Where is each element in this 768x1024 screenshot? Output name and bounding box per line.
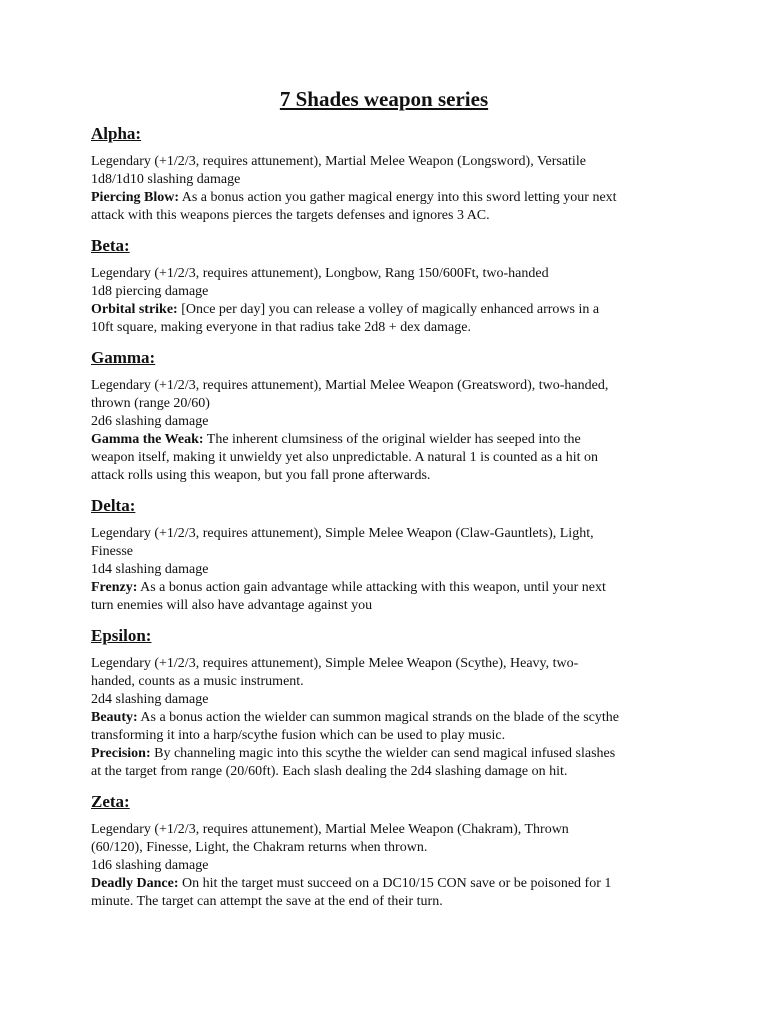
section-heading-gamma: Gamma: (91, 348, 156, 367)
weapon-ability (91, 189, 691, 207)
weapon-ability (91, 745, 691, 763)
ability-name: Precision: (91, 746, 151, 761)
ability-text: As a bonus action the wielder can summon magical strands on the blade of the scythe (137, 710, 619, 725)
ability-text-continued: weapon itself, making it unwieldy yet also unpredictable. A natural 1 is counted as a hit on (91, 450, 598, 465)
weapon-ability (91, 301, 691, 319)
weapon-properties: Legendary (+1/2/3, requires attunement), Martial Melee Weapon (Chakram), Thrown (91, 822, 569, 837)
ability-text-continued: at the target from range (20/60ft). Each slash dealing the 2d4 slashing damage on hit. (91, 764, 568, 779)
section-heading-epsilon: Epsilon: (91, 626, 152, 645)
section-delta (91, 495, 691, 615)
section-heading-beta: Beta: (91, 236, 130, 255)
weapon-damage: 1d8/1d10 slashing damage (91, 172, 241, 187)
weapon-ability (91, 579, 691, 597)
document-title: 7 Shades weapon series (279, 87, 489, 111)
ability-name: Orbital strike: (91, 302, 178, 317)
ability-text-continued: turn enemies will also have advantage against you (91, 598, 373, 613)
weapon-properties: Legendary (+1/2/3, requires attunement), Simple Melee Weapon (Claw-Gauntlets), Light, (91, 526, 594, 541)
ability-text-continued: 10ft square, making everyone in that radius take 2d8 + dex damage. (91, 320, 471, 335)
weapon-damage: 1d8 piercing damage (91, 284, 209, 299)
ability-text: The inherent clumsiness of the original wielder has seeped into the (203, 432, 581, 447)
weapon-properties: Legendary (+1/2/3, requires attunement), Martial Melee Weapon (Longsword), Versatile (91, 154, 586, 169)
weapon-ability (91, 875, 691, 893)
section-beta (91, 235, 691, 337)
weapon-properties: Legendary (+1/2/3, requires attunement), Simple Melee Weapon (Scythe), Heavy, two- (91, 656, 579, 671)
section-gamma (91, 347, 691, 485)
section-heading-delta: Delta: (91, 496, 136, 515)
weapon-ability (91, 431, 691, 449)
ability-text: As a bonus action gain advantage while attacking with this weapon, until your next (137, 580, 606, 595)
weapon-damage: 1d4 slashing damage (91, 562, 209, 577)
weapon-properties: Legendary (+1/2/3, requires attunement), Longbow, Rang 150/600Ft, two-handed (91, 266, 549, 281)
weapon-properties-continued: (60/120), Finesse, Light, the Chakram returns when thrown. (91, 840, 428, 855)
weapon-properties-continued: Finesse (91, 544, 133, 559)
section-alpha (91, 123, 691, 225)
section-epsilon (91, 625, 691, 781)
ability-text-continued: minute. The target can attempt the save at the end of their turn. (91, 894, 443, 909)
weapon-damage: 1d6 slashing damage (91, 858, 209, 873)
ability-name: Frenzy: (91, 580, 138, 595)
weapon-ability (91, 709, 691, 727)
ability-name: Gamma the Weak: (91, 432, 204, 447)
weapon-properties-continued: thrown (range 20/60) (91, 396, 210, 411)
weapon-damage: 2d6 slashing damage (91, 414, 209, 429)
ability-text: By channeling magic into this scythe the wielder can send magical infused slashes (150, 746, 616, 761)
weapon-damage: 2d4 slashing damage (91, 692, 209, 707)
section-zeta (91, 791, 691, 911)
ability-name: Deadly Dance: (91, 876, 179, 891)
ability-text-continued: transforming it into a harp/scythe fusion which can be used to play music. (91, 728, 506, 743)
ability-text-continued: attack with this weapons pierces the targets defenses and ignores 3 AC. (91, 208, 490, 223)
ability-name: Beauty: (91, 710, 138, 725)
ability-text-continued: attack rolls using this weapon, but you fall prone afterwards. (91, 468, 431, 483)
weapon-properties: Legendary (+1/2/3, requires attunement), Martial Melee Weapon (Greatsword), two-handed, (91, 378, 609, 393)
ability-text: On hit the target must succeed on a DC10/15 CON save or be poisoned for 1 (178, 876, 612, 891)
weapon-properties-continued: handed, counts as a music instrument. (91, 674, 304, 689)
section-heading-alpha: Alpha: (91, 124, 142, 143)
document-body (91, 123, 691, 911)
ability-name: Piercing Blow: (91, 190, 180, 205)
section-heading-zeta: Zeta: (91, 792, 130, 811)
ability-text: As a bonus action you gather magical energy into this sword letting your next (179, 190, 617, 205)
ability-text: [Once per day] you can release a volley of magically enhanced arrows in a (177, 302, 600, 317)
